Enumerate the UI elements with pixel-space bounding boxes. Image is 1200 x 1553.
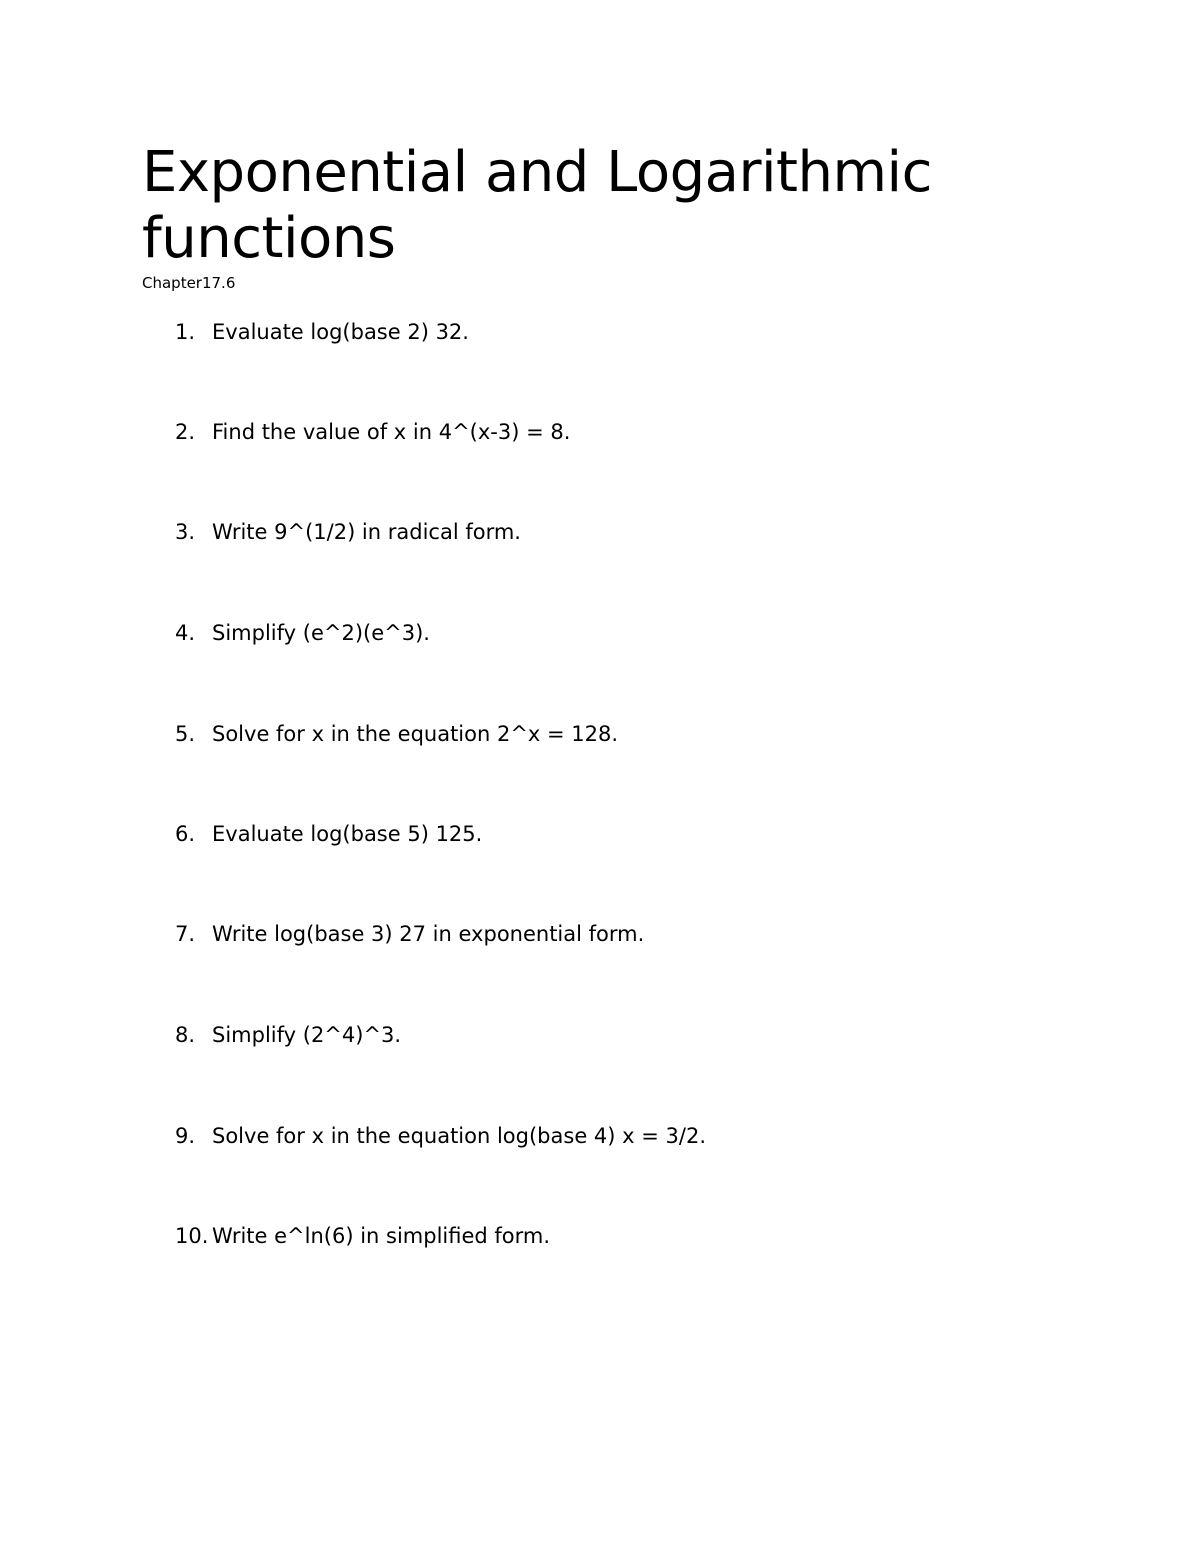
question-item (175, 518, 1075, 546)
question-item (175, 418, 1075, 446)
question-number: 8. (175, 1023, 196, 1047)
question-text: Write e^ln(6) in simplified form. (212, 1224, 551, 1248)
chapter-subtitle: Chapter17.6 (142, 274, 236, 292)
question-number: 10. (175, 1224, 209, 1248)
page-title: Exponential and Logarithmic functions (142, 140, 932, 271)
question-item (175, 1122, 1075, 1150)
question-number: 1. (175, 320, 196, 344)
question-number: 5. (175, 722, 196, 746)
question-item (175, 318, 1075, 346)
question-text: Simplify (2^4)^3. (212, 1023, 402, 1047)
question-number: 4. (175, 621, 196, 645)
question-number: 2. (175, 420, 196, 444)
question-number: 9. (175, 1124, 196, 1148)
question-text: Simplify (e^2)(e^3). (212, 621, 430, 645)
question-text: Evaluate log(base 2) 32. (212, 320, 469, 344)
question-number: 6. (175, 822, 196, 846)
question-number: 3. (175, 520, 196, 544)
question-text: Find the value of x in 4^(x-3) = 8. (212, 420, 571, 444)
question-number: 7. (175, 922, 196, 946)
question-item (175, 619, 1075, 647)
question-item (175, 1222, 1075, 1250)
question-item (175, 720, 1075, 748)
question-text: Solve for x in the equation log(base 4) x = 3/2. (212, 1124, 706, 1148)
question-text: Evaluate log(base 5) 125. (212, 822, 483, 846)
question-item (175, 820, 1075, 848)
question-text: Write 9^(1/2) in radical form. (212, 520, 521, 544)
question-item (175, 1021, 1075, 1049)
question-item (175, 920, 1075, 948)
question-text: Write log(base 3) 27 in exponential form. (212, 922, 645, 946)
question-text: Solve for x in the equation 2^x = 128. (212, 722, 619, 746)
